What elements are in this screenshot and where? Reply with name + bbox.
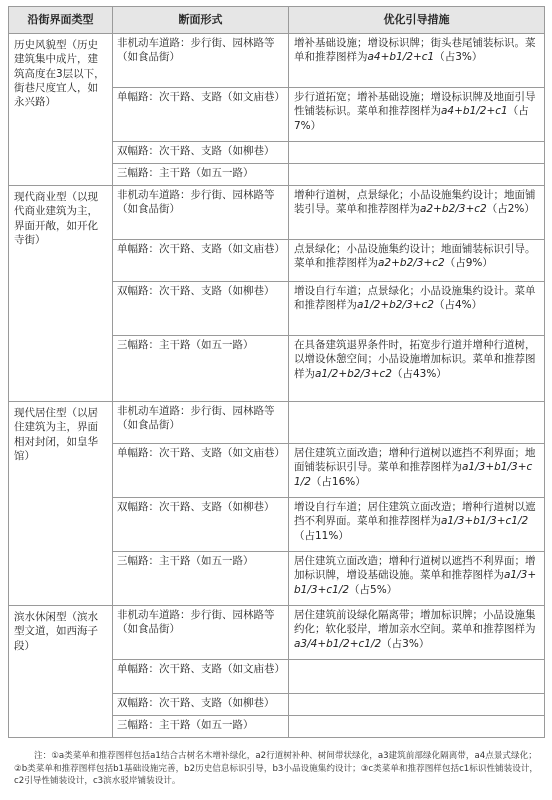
share-percentage: （占3%） (434, 51, 483, 64)
measure-cell (289, 402, 545, 444)
recommended-pattern-formula: a2+b2/3+c2 (420, 203, 487, 216)
measure-text: 增种行道树，点景绿化；小品设施集约设计；地面铺装引导。菜单和推荐图样为 (294, 189, 536, 216)
measure-cell (289, 142, 545, 164)
measure-cell (289, 282, 545, 336)
header-measures: 优化引导措施 (289, 7, 545, 34)
measure-text: 在具备建筑退界条件时，拓宽步行道并增种行道树，以增设休憩空间；小品设施增加标识。菜单和推荐图样为 (294, 339, 536, 380)
section-form-cell: 双幅路：次干路、支路（如柳巷） (113, 142, 289, 164)
share-percentage: （占7%） (294, 105, 529, 132)
measure-cell (289, 186, 545, 240)
table-row (9, 186, 545, 240)
section-form-cell: 双幅路：次干路、支路（如柳巷） (113, 282, 289, 336)
measure-cell (289, 660, 545, 694)
measure-cell (289, 498, 545, 552)
measure-text: 增设自行车道；居住建筑立面改造；增种行道树以遮挡不利界面。菜单和推荐图样为 (294, 501, 536, 528)
section-form-cell: 单幅路：次干路、支路（如文庙巷） (113, 88, 289, 142)
measure-text: 居住建筑立面改造；增种行道树以遮挡不利界面；增加标识牌，增设基础设施。菜单和推荐图样为 (294, 555, 536, 582)
share-percentage: （占43%） (391, 367, 447, 380)
section-form-cell: 三幅路：主干路（如五一路） (113, 164, 289, 186)
section-form-cell: 三幅路：主干路（如五一路） (113, 336, 289, 402)
street-type-cell: 历史风貌型（历史建筑集中成片，建筑高度在3层以下，街巷尺度宜人，如永兴路） (9, 34, 113, 186)
share-percentage: （占4%） (433, 299, 483, 312)
section-form-cell: 三幅路：主干路（如五一路） (113, 552, 289, 606)
measure-cell (289, 552, 545, 606)
section-form-cell: 三幅路：主干路（如五一路） (113, 716, 289, 738)
recommended-pattern-formula: a3/4+b1/2+c1/2 (294, 637, 382, 650)
share-percentage: （占3%） (381, 637, 430, 650)
header-street-type: 沿街界面类型 (9, 7, 113, 34)
share-percentage: （占5%） (349, 583, 398, 596)
section-form-cell: 非机动车道路：步行街、园林路等（如食品街） (113, 34, 289, 88)
street-type-cell: 滨水休闲型（滨水型文道，如西海子段） (9, 606, 113, 738)
recommended-pattern-formula: a1/2+b2/3+c2 (357, 299, 434, 312)
measure-text: 增设自行车道；点景绿化；小品设施集约设计。菜单和推荐图样为 (294, 285, 536, 312)
measure-cell (289, 240, 545, 282)
measure-cell (289, 716, 545, 738)
section-form-cell: 双幅路：次干路、支路（如柳巷） (113, 498, 289, 552)
section-form-cell: 单幅路：次干路、支路（如文庙巷） (113, 240, 289, 282)
recommended-pattern-formula: a1/3+b1/3+c1/2 (441, 515, 529, 528)
recommended-pattern-formula: a4+b1/2+c1 (367, 51, 435, 64)
guidance-table (8, 6, 545, 738)
table-row (9, 606, 545, 660)
measure-text: 点景绿化；小品设施集约设计；地面铺装标识引导。菜单和推荐图样为 (294, 243, 536, 270)
measure-cell (289, 336, 545, 402)
table-header-row (9, 7, 545, 34)
header-section-form: 断面形式 (113, 7, 289, 34)
measure-cell (289, 34, 545, 88)
share-percentage: （占11%） (294, 529, 349, 542)
measure-cell (289, 606, 545, 660)
share-percentage: （占9%） (444, 257, 493, 270)
table-row (9, 402, 545, 444)
measure-cell (289, 444, 545, 498)
recommended-pattern-formula: a1/3+b1/3+c1/2 (294, 569, 537, 596)
table-footnote: 注：①a类菜单和推荐图样包括a1结合古树名木增补绿化，a2行道树补种、树间带状绿化，a3建筑前部绿化隔离带，a4点景式绿化；②b类菜单和推荐图样包括b1基础设施完善，b2历史信息标识引导，b3小品设施集约设计；③c类菜单和推荐图样包括c1标识性铺装设计，c2引导性铺装设计，c3滨水驳岸铺装设计。 (14, 751, 539, 787)
recommended-pattern-formula: a1/2+b2/3+c2 (315, 367, 392, 380)
street-type-cell: 现代商业型（以现代商业建筑为主，界面开敞，如开化寺街） (9, 186, 113, 402)
measure-text: 步行道拓宽；增补基础设施；增设标识牌及地面引导性铺装标识。菜单和推荐图样为 (294, 91, 536, 118)
street-type-cell: 现代居住型（以居住建筑为主，界面相对封闭，如皇华馆） (9, 402, 113, 606)
recommended-pattern-formula: a2+b2/3+c2 (378, 257, 445, 270)
section-form-cell: 非机动车道路：步行街、园林路等（如食品街） (113, 606, 289, 660)
section-form-cell: 单幅路：次干路、支路（如文庙巷） (113, 660, 289, 694)
section-form-cell: 单幅路：次干路、支路（如文庙巷） (113, 444, 289, 498)
recommended-pattern-formula: a4+b1/2+c1 (441, 105, 508, 118)
section-form-cell: 双幅路：次干路、支路（如柳巷） (113, 694, 289, 716)
recommended-pattern-formula: a1/3+b1/3+c1/2 (294, 461, 533, 488)
measure-text: 居住建筑立面改造；增种行道树以遮挡不利界面；地面铺装标识引导。菜单和推荐图样为 (294, 447, 536, 474)
measure-cell (289, 88, 545, 142)
table-row (9, 34, 545, 88)
share-percentage: （占2%） (486, 203, 535, 216)
section-form-cell: 非机动车道路：步行街、园林路等（如食品街） (113, 402, 289, 444)
measure-text: 居住建筑前设绿化隔离带；增加标识牌；小品设施集约化；软化驳岸，增加亲水空间。菜单和推荐图样为 (294, 609, 536, 636)
share-percentage: （占16%） (310, 475, 366, 488)
measure-cell (289, 164, 545, 186)
section-form-cell: 非机动车道路：步行街、园林路等（如食品街） (113, 186, 289, 240)
measure-cell (289, 694, 545, 716)
measure-text: 增补基础设施；增设标识牌；街头巷尾铺装标识。菜单和推荐图样为 (294, 37, 536, 64)
